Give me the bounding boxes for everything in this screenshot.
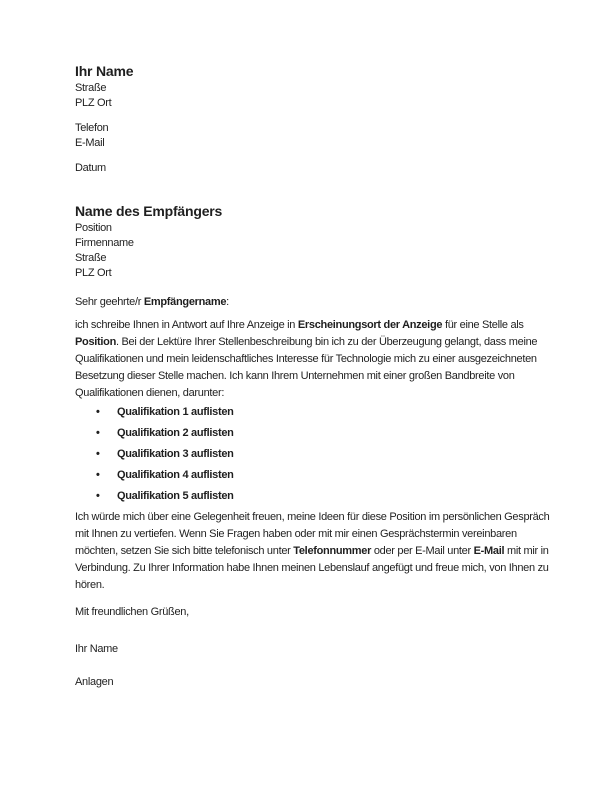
recipient-position: Position xyxy=(75,222,112,234)
sender-street: Straße xyxy=(75,82,107,94)
sender-block xyxy=(75,62,551,176)
paragraph-intro-text: für eine Stelle als xyxy=(442,319,524,331)
paragraph-intro-text: ich schreibe Ihnen in Antwort auf Ihre Anzeige in xyxy=(75,319,298,331)
recipient-street: Straße xyxy=(75,252,107,264)
list-item xyxy=(75,404,551,421)
paragraph-closing-text: oder per E-Mail unter xyxy=(371,545,474,557)
paragraph-closing xyxy=(75,509,551,594)
qualification-text: Qualifikation 2 auflisten xyxy=(117,427,234,439)
salutation-text: Sehr geehrte/r xyxy=(75,296,144,308)
placeholder-publication: Erscheinungsort der Anzeige xyxy=(297,319,443,331)
placeholder-position: Position xyxy=(75,336,116,348)
recipient-name: Name des Empfängers xyxy=(75,203,223,219)
qualification-text: Qualifikation 3 auflisten xyxy=(117,448,234,460)
recipient-block xyxy=(75,202,551,281)
salutation-colon: : xyxy=(226,296,229,308)
list-item xyxy=(75,446,551,463)
list-item xyxy=(75,488,551,505)
closing-salute: Mit freundlichen Grüßen, xyxy=(75,606,189,618)
letter-date: Datum xyxy=(75,162,106,174)
salutation xyxy=(75,294,551,311)
recipient-city: PLZ Ort xyxy=(75,267,112,279)
qualifications-list xyxy=(75,404,551,505)
placeholder-email: E-Mail xyxy=(473,545,505,557)
recipient-company: Firmenname xyxy=(75,237,134,249)
sender-city: PLZ Ort xyxy=(75,97,112,109)
list-item xyxy=(75,425,551,442)
qualification-text: Qualifikation 5 auflisten xyxy=(117,490,234,502)
salutation-recipient-placeholder: Empfängername xyxy=(143,296,227,308)
list-item xyxy=(75,467,551,484)
paragraph-closing-text: Ich würde mich über eine Gelegenheit freuen, meine Ideen für diese Position im persönlichen Gespräch mit Ihnen zu vertiefen. Wenn Sie Fragen haben oder mit mir einen Gesprächstermin vereinbaren möchten, setzen Sie sich bitte telefonisch unter xyxy=(75,511,550,557)
sender-email: E-Mail xyxy=(75,137,105,149)
signature-name: Ihr Name xyxy=(75,643,118,655)
sender-phone: Telefon xyxy=(75,122,109,134)
enclosures: Anlagen xyxy=(75,676,114,688)
qualification-text: Qualifikation 4 auflisten xyxy=(117,469,234,481)
paragraph-closing-text: mit mir in Verbindung. Zu Ihrer Information habe Ihnen meinen Lebenslauf angefügt und freue mich, von Ihnen zu hören. xyxy=(75,545,549,591)
paragraph-intro xyxy=(75,317,551,402)
placeholder-phone: Telefonnummer xyxy=(293,545,372,557)
qualification-text: Qualifikation 1 auflisten xyxy=(117,406,234,418)
sender-name: Ihr Name xyxy=(75,63,134,79)
paragraph-intro-text: . Bei der Lektüre Ihrer Stellenbeschreibung bin ich zu der Überzeugung gelangt, dass meine Qualifikationen und mein leidenschaftliches Interesse für Technologie mich zu einer ausgezeichneten Besetzung dieser Stelle machen. Ich kann Ihrem Unternehmen mit einer großen Bandbreite von Qualifikationen dienen, darunter: xyxy=(75,336,538,399)
letter-content xyxy=(75,62,551,691)
